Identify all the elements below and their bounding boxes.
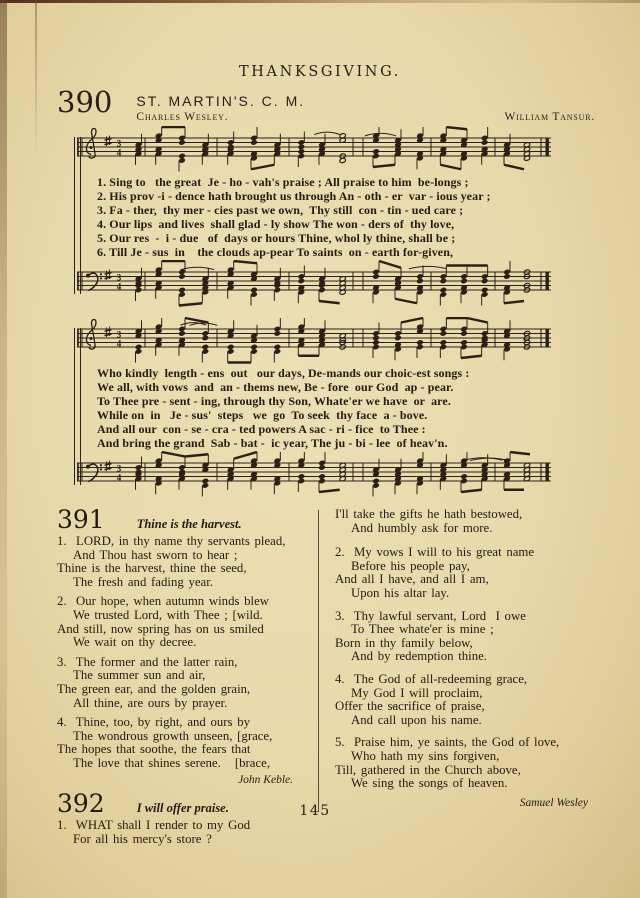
right-column bbox=[309, 508, 604, 852]
hymn-390-header bbox=[57, 87, 595, 123]
verse-line: 4. The God of all-redeeming grace, bbox=[335, 671, 528, 686]
lyrics-second-half bbox=[97, 366, 553, 450]
author-name: Charles Wesley. bbox=[136, 111, 229, 123]
music-area bbox=[75, 126, 640, 499]
stanza bbox=[335, 610, 604, 664]
verse-line: The hopes that soothe, the fears that bbox=[57, 742, 251, 757]
verse-line: 1. LORD, in thy name thy servants plead, bbox=[57, 534, 286, 548]
page-number: 145 bbox=[299, 803, 331, 819]
verse-line: My God I will proclaim, bbox=[351, 685, 483, 700]
hymn-391-attribution: John Keble. bbox=[238, 773, 293, 786]
stanza bbox=[57, 656, 309, 710]
treble-staff-1 bbox=[75, 126, 553, 174]
verse-line: The fresh and fading year. bbox=[73, 574, 213, 589]
verse-line: And Thou hast sworn to hear ; bbox=[73, 547, 238, 562]
verse-line: The green ear, and the golden grain, bbox=[57, 681, 251, 696]
system-brace bbox=[74, 137, 81, 294]
lyrics-first-half bbox=[97, 175, 553, 259]
lyric-line: 2. His prov -i - dence hath brought us through An - oth - er var - ious year ; bbox=[97, 189, 491, 203]
verse-line: Before his people pay, bbox=[351, 558, 470, 573]
hymn-391-header bbox=[57, 505, 309, 534]
hymn-390-titles bbox=[136, 87, 504, 123]
svg-text:3: 3 bbox=[116, 138, 122, 149]
stanza bbox=[335, 673, 604, 727]
hymn-392-subtitle: I will offer praise. bbox=[136, 801, 229, 816]
verse-line: Till, gathered in the Church above, bbox=[335, 762, 521, 777]
column-divider bbox=[318, 510, 319, 812]
verse-line: 2. Our hope, when autumn winds blew bbox=[57, 594, 270, 609]
svg-text:4: 4 bbox=[116, 472, 122, 483]
hymn-number-392: 392 bbox=[57, 789, 105, 819]
music-system-2 bbox=[75, 317, 553, 499]
verse-line: Offer the sacrifice of praise, bbox=[335, 699, 485, 714]
svg-text:3: 3 bbox=[116, 329, 122, 340]
stanza bbox=[57, 716, 309, 770]
verse-line: 1. WHAT shall I render to my God bbox=[57, 818, 251, 833]
stanza bbox=[57, 819, 309, 846]
verse-line: For all his mercy's store ? bbox=[73, 831, 212, 846]
lyric-line: 6. Till Je - sus in the clouds ap-pear To saints on - earth for-given, bbox=[97, 245, 454, 259]
svg-text:4: 4 bbox=[116, 147, 122, 158]
hymn-392-attribution: Samuel Wesley bbox=[519, 796, 588, 809]
treble-staff-2 bbox=[75, 317, 553, 365]
lyric-line: To Thee pre - sent - ing, through thy Son, Whate'er we have or are. bbox=[97, 394, 451, 408]
verse-line: We trusted Lord, with Thee ; [wild. bbox=[73, 607, 263, 622]
verse-line: And all I have, and all I am, bbox=[335, 572, 489, 587]
page-top-edge-shadow bbox=[0, 0, 640, 3]
lyric-line: 4. Our lips and lives shall glad - ly show The won - ders of thy love, bbox=[97, 217, 455, 231]
hymn-392-right-stanzas bbox=[335, 508, 604, 791]
lyric-line: And bring the grand Sab - bat - ic year, The ju - bi - lee of heav'n. bbox=[97, 436, 448, 450]
hymn-392-left-stanzas bbox=[57, 819, 309, 846]
stanza bbox=[335, 736, 604, 790]
lyric-line: 1. Sing to the great Je - ho - vah's praise ; All praise to him be-longs ; bbox=[97, 175, 469, 189]
svg-text:3: 3 bbox=[116, 463, 122, 474]
verse-line: Upon his altar lay. bbox=[351, 585, 450, 600]
verse-line: I'll take the gifts he hath bestowed, bbox=[335, 507, 523, 521]
svg-text:3: 3 bbox=[116, 272, 122, 283]
svg-text:4: 4 bbox=[116, 281, 122, 292]
left-column bbox=[57, 505, 309, 852]
lyric-line: Who kindly length - ens out our days, De-mands our choic-est songs : bbox=[97, 366, 470, 380]
hymn-391-subtitle: Thine is the harvest. bbox=[136, 517, 242, 531]
text-columns bbox=[0, 505, 640, 852]
bass-staff-1 bbox=[75, 260, 553, 308]
stanza bbox=[335, 508, 604, 535]
verse-line: We wait on thy decree. bbox=[73, 635, 197, 650]
verse-line: The love that shines serene. [brace, bbox=[73, 755, 271, 770]
verse-line: 4. Thine, too, by right, and ours by bbox=[57, 715, 251, 730]
lyric-line: 3. Fa - ther, thy mer - cies past we own, Thy still con - tin - ued care ; bbox=[97, 203, 464, 217]
music-system-1 bbox=[75, 126, 553, 308]
verse-line: And still, now spring has on us smiled bbox=[57, 621, 264, 636]
svg-text:4: 4 bbox=[116, 338, 122, 349]
verse-line: To Thee whate'er is mine ; bbox=[351, 622, 494, 637]
hymn-number-391: 391 bbox=[57, 505, 105, 534]
verse-line: Who hath my sins forgiven, bbox=[351, 748, 500, 763]
tune-title: ST. MARTIN'S. C. M. bbox=[136, 93, 306, 109]
lyric-line: 5. Our res - i - due of days or hours Thine, whol ly thine, shall be ; bbox=[97, 231, 456, 245]
verse-line: 5. Praise him, ye saints, the God of love, bbox=[335, 735, 560, 750]
verse-line: And humbly ask for more. bbox=[351, 520, 493, 535]
bass-staff-2 bbox=[75, 451, 553, 499]
verse-line: The wondrous growth unseen, [grace, bbox=[73, 728, 273, 743]
verse-line: 2. My vows I will to his great name bbox=[335, 545, 535, 560]
stanza bbox=[57, 535, 309, 589]
verse-line: Thine is the harvest, thine the seed, bbox=[57, 561, 247, 576]
verse-line: Born in thy family below, bbox=[335, 635, 473, 650]
hymn-391-stanzas bbox=[57, 535, 309, 771]
verse-line: We sing the songs of heaven. bbox=[351, 776, 508, 791]
verse-line: And call upon his name. bbox=[351, 712, 482, 727]
verse-line: All thine, are ours by prayer. bbox=[73, 695, 228, 710]
stanza bbox=[335, 546, 604, 600]
verse-line: 3. Thy lawful servant, Lord I owe bbox=[335, 608, 526, 623]
verse-line: 3. The former and the latter rain, bbox=[57, 654, 238, 669]
page-crease bbox=[35, 0, 37, 160]
stanza bbox=[57, 595, 309, 649]
system-brace bbox=[74, 328, 81, 485]
lyric-line: While on in Je - sus' steps we go To seek thy face a - bove. bbox=[97, 408, 428, 422]
verse-line: And by redemption thine. bbox=[351, 649, 487, 664]
running-head: THANKSGIVING. bbox=[239, 64, 401, 80]
lyric-line: And all our con - se - cra - ted powers A sac - ri - fice to Thee : bbox=[97, 422, 426, 436]
lyric-line: We all, with vows and an - thems new, Be - fore our God ap - pear. bbox=[97, 380, 454, 394]
verse-line: The summer sun and air, bbox=[73, 668, 206, 683]
hymn-number-390: 390 bbox=[57, 85, 113, 119]
composer-name: William Tansur. bbox=[504, 111, 595, 123]
